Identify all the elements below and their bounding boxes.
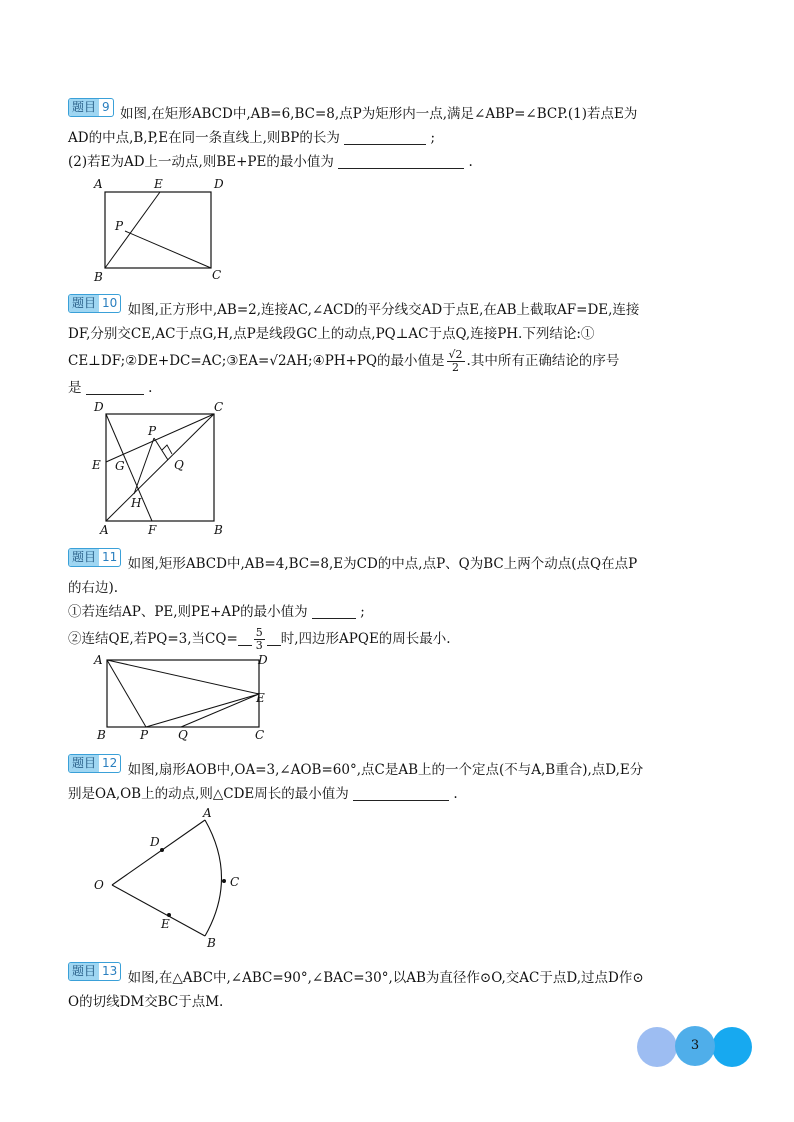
problem-11 — [68, 548, 728, 654]
problem-9 — [68, 98, 728, 174]
label-c: C — [212, 268, 222, 282]
label-b: B — [214, 523, 223, 537]
problem-10-line-1: 题目 10 如图,正方形中,AB=2,连接AC,∠ACD的平分线交AD于点E,在AB上截取AF=DE,连接 — [68, 294, 728, 322]
radius-ob — [112, 885, 205, 936]
label-e: E — [92, 458, 101, 472]
problem-10-line-2: DF,分别交CE,AC于点G,H,点P是线段GC上的动点,PQ⊥AC于点Q,连接PH.下列结论:① — [68, 326, 595, 342]
figure-problem-10 — [88, 398, 233, 540]
label-a: A — [100, 523, 109, 537]
label-p: P — [115, 219, 124, 233]
segment-pq — [154, 438, 168, 460]
point-c — [222, 879, 226, 883]
label-d: D — [258, 653, 268, 667]
label-e: E — [154, 177, 163, 191]
radius-oa — [112, 820, 205, 885]
label-d: D — [214, 177, 224, 191]
problem-10-line-4: 是 . — [68, 380, 153, 396]
segment-ae — [107, 660, 259, 694]
label-h: H — [131, 496, 142, 510]
point-d — [160, 848, 164, 852]
label-a: A — [94, 653, 103, 667]
answer-blank[interactable] — [353, 786, 449, 801]
problem-12-line-1: 题目 12 如图,扇形AOB中,OA=3,∠AOB=60°,点C是AB上的一个定点(不与A,B重合),点D,E分 — [68, 754, 728, 782]
problem-9-line-2: AD的中点,B,P,E在同一条直线上,则BP的长为 ; — [68, 130, 436, 146]
label-o: O — [94, 878, 104, 892]
problem-9-line-1: 题目 9 如图,在矩形ABCD中,AB=6,BC=8,点P为矩形内一点,满足∠ABP=∠BCP.(1)若点E为 — [68, 98, 728, 126]
label-b: B — [97, 728, 106, 742]
segment-ap — [107, 660, 146, 727]
label-c: C — [214, 400, 224, 414]
problem-13-line-2: O的切线DM交BC于点M. — [68, 994, 224, 1010]
label-g: G — [115, 459, 125, 473]
segment-ph — [134, 438, 154, 494]
label-q: Q — [178, 728, 188, 742]
label-p: P — [140, 728, 149, 742]
label-p: P — [148, 424, 157, 438]
fraction: $\frac{5}{3}$ — [255, 626, 263, 652]
problem-tag: 题目 11 — [68, 548, 121, 567]
problem-11-line-3: ①若连结AP、PE,则PE+AP的最小值为 ; — [68, 604, 365, 620]
label-q: Q — [174, 458, 184, 472]
problem-tag: 题目 9 — [68, 98, 114, 117]
problem-tag: 题目 13 — [68, 962, 121, 981]
problem-11-line-1: 题目 11 如图,矩形ABCD中,AB=4,BC=8,E为CD的中点,点P、Q为BC上两个动点(点Q在点P — [68, 548, 728, 576]
fraction: $\frac{√2}{2}$ — [448, 348, 463, 374]
label-a: A — [94, 177, 103, 191]
problem-tag: 题目 12 — [68, 754, 121, 773]
label-b: B — [94, 270, 103, 284]
segment-pc — [125, 231, 211, 268]
problem-12-line-2: 别是OA,OB上的动点,则△CDE周长的最小值为 . — [68, 786, 458, 802]
problem-11-line-4: ②连结QE,若PQ=3,当CQ= $\frac{5}{3}$ 时,四边形APQE的周长最小. — [68, 626, 451, 652]
problem-12 — [68, 754, 728, 806]
problem-tag: 题目 10 — [68, 294, 121, 313]
label-f: F — [148, 523, 157, 537]
figure-problem-11 — [88, 650, 273, 744]
label-c: C — [255, 728, 265, 742]
page-decoration-circle-right — [712, 1027, 752, 1067]
segment-df — [106, 414, 152, 521]
label-e: E — [256, 691, 265, 705]
label-b: B — [207, 936, 216, 950]
arc-ab — [205, 820, 222, 936]
problem-10-line-3: CE⊥DF;②DE+DC=AC;③EA=√2AH;④PH+PQ的最小值是 $\frac{√2}{2}$ .其中所有正确结论的序号 — [68, 348, 620, 374]
label-d: D — [150, 835, 160, 849]
problem-11-line-2: 的右边). — [68, 580, 119, 596]
problem-13 — [68, 962, 728, 1014]
label-c: C — [230, 875, 240, 889]
label-a: A — [203, 806, 212, 820]
answer-blank[interactable] — [344, 130, 426, 145]
page-decoration-circle-left — [637, 1027, 677, 1067]
answer-blank[interactable] — [312, 604, 356, 619]
problem-10 — [68, 294, 728, 400]
answer-blank[interactable] — [86, 380, 144, 395]
problem-9-line-3: (2)若E为AD上一动点,则BE+PE的最小值为 . — [68, 154, 473, 170]
rectangle-abcd — [107, 660, 259, 727]
segment-be — [105, 192, 160, 268]
label-d: D — [94, 400, 104, 414]
segment-ce — [106, 414, 214, 462]
figure-problem-12 — [88, 800, 258, 955]
problem-13-line-1: 题目 13 如图,在△ABC中,∠ABC=90°,∠BAC=30°,以AB为直径作⊙O,交AC于点D,过点D作⊙ — [68, 962, 728, 990]
figure-problem-9 — [88, 175, 228, 287]
segment-qe — [181, 694, 259, 727]
page-number: 3 — [690, 1038, 700, 1053]
answer-blank[interactable] — [267, 631, 281, 646]
answer-blank[interactable] — [338, 154, 464, 169]
answer-blank[interactable] — [238, 631, 252, 646]
segment-pe — [146, 694, 259, 727]
label-e: E — [161, 917, 170, 931]
